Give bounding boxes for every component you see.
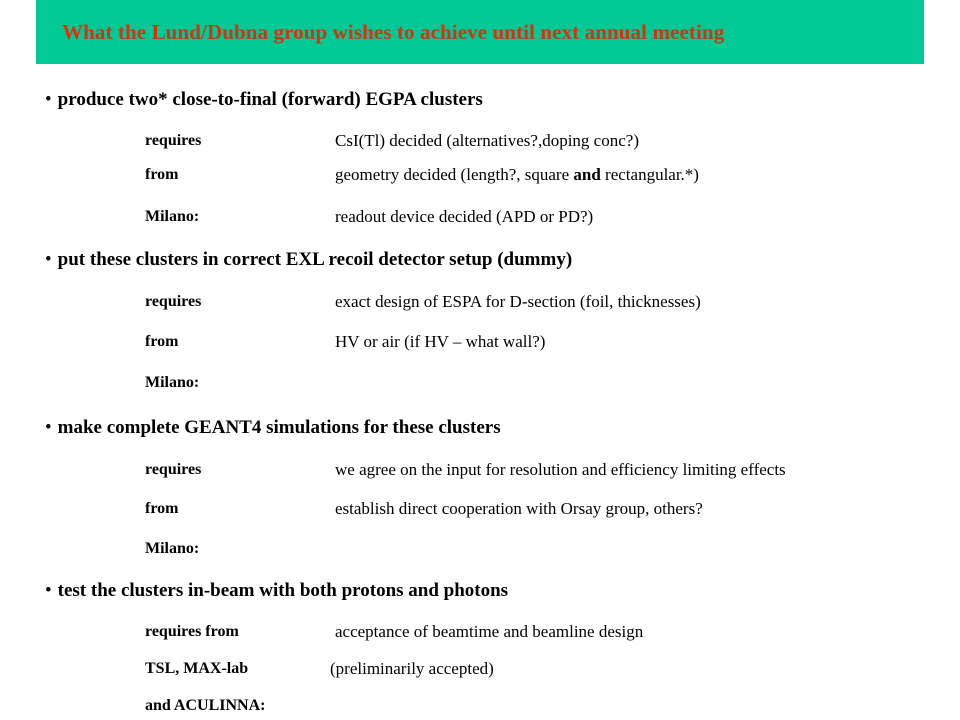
row-label: requires: [145, 132, 202, 149]
bullet-text: make complete GEANT4 simulations for these clusters: [57, 417, 501, 438]
row-label: Milano:: [145, 540, 200, 557]
row-label: Milano:: [145, 374, 200, 391]
row-label: Milano:: [145, 208, 200, 225]
row-label: from: [145, 333, 179, 350]
row-text: acceptance of beamtime and beamline design: [335, 622, 644, 641]
row-label: from: [145, 500, 179, 517]
row-text: readout device decided (APD or PD?): [335, 207, 594, 226]
bullet-text: produce two* close-to-final (forward) EGPA clusters: [57, 89, 483, 110]
bullet-dot-icon: •: [45, 417, 52, 438]
bullet-item: [45, 89, 483, 111]
row-label: from: [145, 166, 179, 183]
row-text-part: geometry decided (length?, square: [335, 165, 574, 184]
row-text-part: rectangular.*): [600, 165, 699, 184]
row-text: [335, 165, 699, 185]
row-label: requires from: [145, 623, 239, 640]
bullet-dot-icon: •: [45, 580, 52, 601]
row-text: HV or air (if HV – what wall?): [335, 332, 546, 351]
row-label: TSL, MAX-lab: [145, 660, 249, 677]
bullet-item: [45, 249, 572, 271]
bullet-item: [45, 417, 501, 439]
bullet-text: put these clusters in correct EXL recoil detector setup (dummy): [57, 249, 573, 270]
slide-title: What the Lund/Dubna group wishes to achieve until next annual meeting: [62, 20, 725, 44]
row-text: we agree on the input for resolution and efficiency limiting effects: [335, 460, 786, 479]
bullet-item: [45, 580, 508, 602]
row-text: establish direct cooperation with Orsay group, others?: [335, 499, 703, 518]
row-label: and ACULINNA:: [145, 697, 266, 714]
bullet-dot-icon: •: [45, 89, 52, 110]
row-text: CsI(Tl) decided (alternatives?,doping conc?): [335, 131, 639, 150]
row-text: (preliminarily accepted): [330, 659, 494, 678]
row-label: requires: [145, 293, 202, 310]
row-label: requires: [145, 461, 202, 478]
row-text: exact design of ESPA for D-section (foil, thicknesses): [335, 292, 701, 311]
row-text-emphasis: and: [573, 165, 601, 184]
bullet-text: test the clusters in-beam with both protons and photons: [57, 580, 509, 601]
bullet-dot-icon: •: [45, 249, 52, 270]
